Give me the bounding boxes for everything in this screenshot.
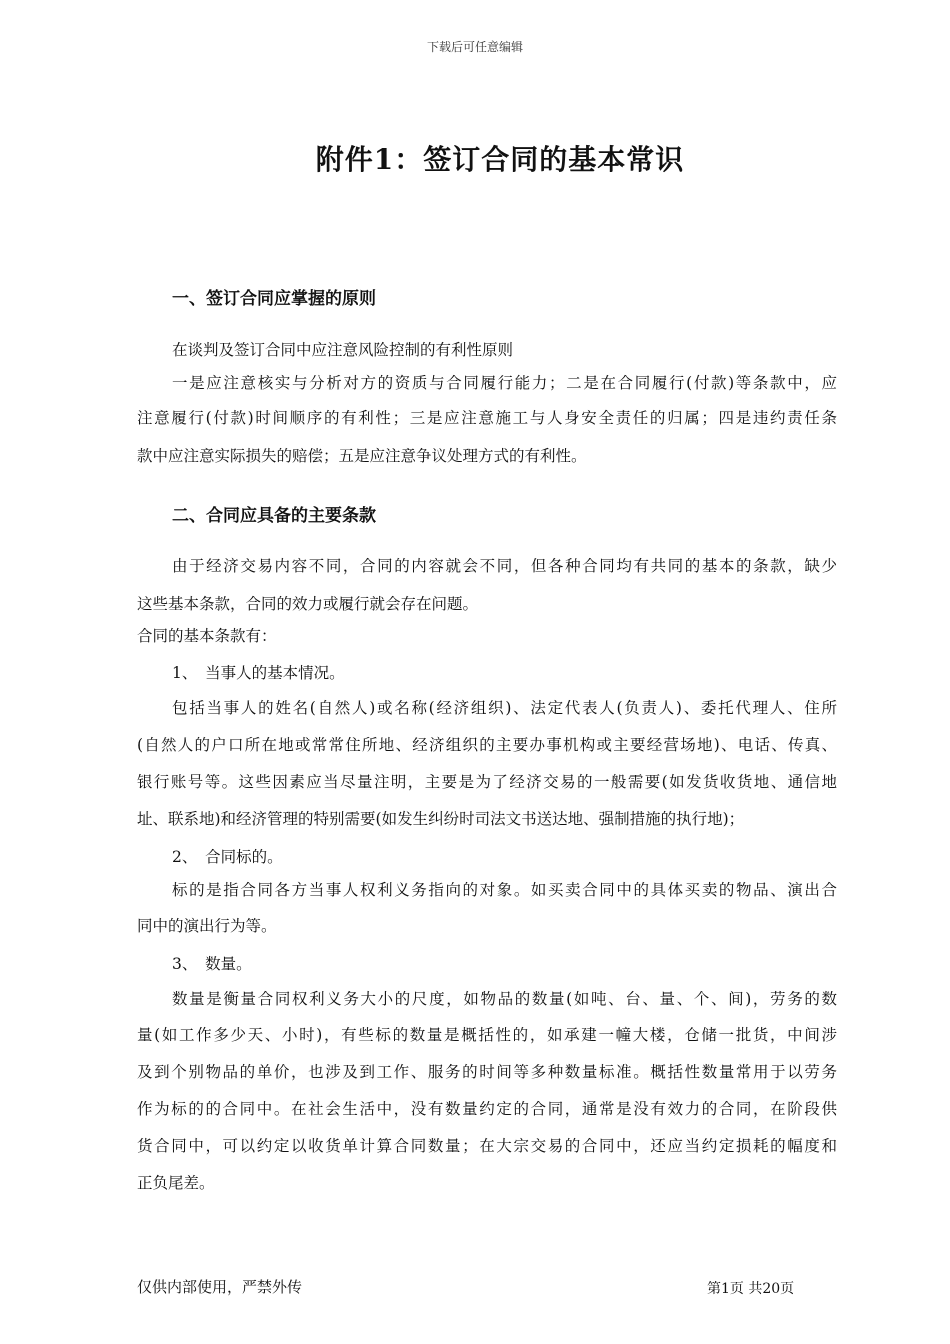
item-3-line: 正负尾差。 <box>137 1174 215 1192</box>
item-3-title: 3、 数量。 <box>172 955 252 973</box>
section-1-para-line: 注意履行(付款)时间顺序的有利性；三是应注意施工与人身安全责任的归属；四是违约责任条 <box>137 409 837 427</box>
section-2-intro-line: 这些基本条款，合同的效力或履行就会存在问题。 <box>137 595 479 613</box>
section-2-intro-line: 由于经济交易内容不同，合同的内容就会不同，但各种合同均有共同的基本的条款，缺少 <box>172 557 837 575</box>
document-title: 附件1：签订合同的基本常识 <box>315 143 685 176</box>
item-2-line: 标的是指合同各方当事人权利义务指向的对象。如买卖合同中的具体买卖的物品、演出合 <box>172 881 837 899</box>
item-3-line: 货合同中，可以约定以收货单计算合同数量；在大宗交易的合同中，还应当约定损耗的幅度和 <box>137 1137 837 1155</box>
item-2-title: 2、 合同标的。 <box>172 848 283 866</box>
header-note: 下载后可任意编辑 <box>426 40 523 54</box>
footer-confidential-note: 仅供内部使用，严禁外传 <box>137 1278 303 1296</box>
section-1-heading: 一、签订合同应掌握的原则 <box>172 289 376 309</box>
section-1-para-line: 一是应注意核实与分析对方的资质与合同履行能力；二是在合同履行(付款)等条款中，应 <box>172 374 837 392</box>
item-2-line: 同中的演出行为等。 <box>137 917 277 935</box>
item-1-line: 包括当事人的姓名(自然人)或名称(经济组织)、法定代表人(负责人)、委托代理人、住所 <box>172 699 837 717</box>
section-1-para-line: 款中应注意实际损失的赔偿；五是应注意争议处理方式的有利性。 <box>137 447 587 465</box>
item-1-line: 银行账号等。这些因素应当尽量注明，主要是为了经济交易的一般需要(如发货收货地、通信地 <box>137 773 837 791</box>
section-2-heading: 二、合同应具备的主要条款 <box>172 506 376 526</box>
clauses-label: 合同的基本条款有： <box>137 627 277 645</box>
item-3-line: 及到个别物品的单价，也涉及到工作、服务的时间等多种数量标准。概括性数量常用于以劳务 <box>137 1063 837 1081</box>
item-1-line: (自然人的户口所在地或常常住所地、经济组织的主要办事机构或主要经营场地)、电话、传真、 <box>137 736 837 754</box>
item-3-line: 量(如工作多少天、小时)，有些标的数量是概括性的，如承建一幢大楼，仓储一批货，中间涉 <box>137 1026 837 1044</box>
footer-page-number: 第1页 共20页 <box>707 1281 795 1297</box>
section-1-intro: 在谈判及签订合同中应注意风险控制的有利性原则 <box>172 341 514 359</box>
item-3-line: 作为标的的合同中。在社会生活中，没有数量约定的合同，通常是没有效力的合同，在阶段供 <box>137 1100 837 1118</box>
item-1-title: 1、 当事人的基本情况。 <box>172 664 345 682</box>
item-1-line: 址、联系地)和经济管理的特别需要(如发生纠纷时司法文书送达地、强制措施的执行地)； <box>137 810 745 828</box>
item-3-line: 数量是衡量合同权利义务大小的尺度，如物品的数量(如吨、台、量、个、间)，劳务的数 <box>172 990 837 1008</box>
